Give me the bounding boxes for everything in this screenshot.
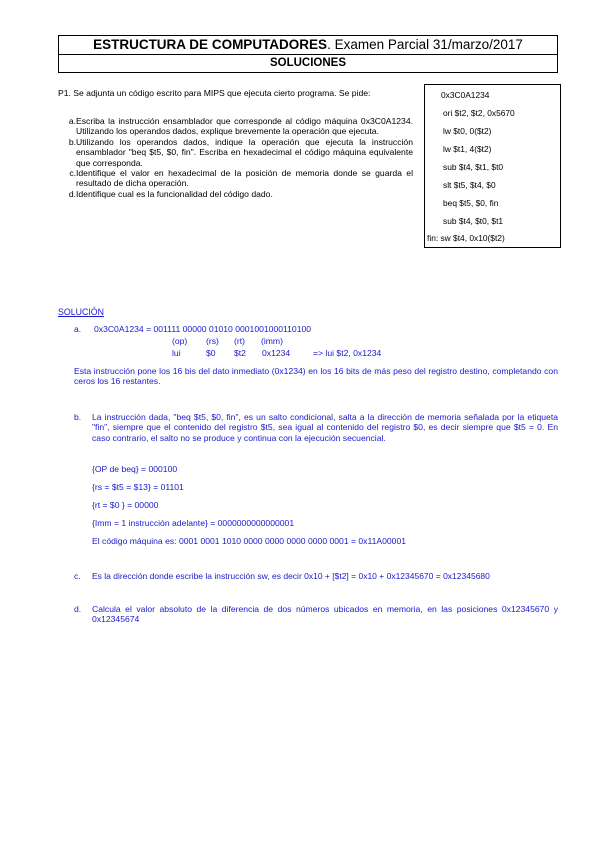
solution-b-imm: {Imm = 1 instrucción adelante} = 0000000000000001 [92,518,295,528]
code-line: fin: sw $t4, 0x10($t2) [427,233,505,243]
question-label: a. [68,116,76,126]
code-line: lw $t0, 0($t2) [443,126,492,136]
question-item-b [58,137,413,168]
decoded-instruction: => lui $t2, 0x1234 [313,348,382,358]
code-line: sub $t4, $t1, $t0 [443,162,504,172]
solution-title: SOLUCIÓN [58,307,104,317]
question-item-c [58,168,413,189]
code-line: lw $t1, 4($t2) [443,144,492,154]
solution-a-explanation: Esta instrucción pone los 16 bis del dato inmediato (0x1234) en los 16 bits de más peso del registro destino, completando con ceros los 16 restantes. [74,366,558,387]
solution-d-label: d. [74,604,82,614]
solution-a-label: a. [74,324,82,334]
question-list [58,116,413,199]
value-rt: $t2 [234,348,246,358]
code-line: beq $t5, $0, fin [443,198,499,208]
question-item-a [58,116,413,137]
mips-code-box [424,84,561,248]
value-op: lui [172,348,181,358]
section-title: SOLUCIONES [269,57,347,69]
exam-header [58,35,558,73]
solution-a-binary: 0x3C0A1234 = 001111 00000 01010 0001001000110100 [94,324,312,334]
solution-b-rs: {rs = $t5 = $13} = 01101 [92,482,184,492]
question-text: Utilizando los operandos dados, indique la operación que ejecuta la instrucción ensamblador "beq $t5, $0, fin". Escriba en hexadecimal el código máquina equivalente que corresponda. [76,136,413,168]
code-line: sub $t4, $t0, $t1 [443,216,504,226]
question-text: Identifique el valor en hexadecimal de la posición de memoria donde se guarda el resultado de dicha operación. [76,168,413,189]
question-label: c. [69,168,76,179]
question-label: b. [68,136,76,147]
solution-b-label: b. [74,412,82,422]
field-imm: (imm) [261,336,283,346]
exam-subtitle: . Examen Parcial 31/marzo/2017 [327,37,523,52]
solution-b-rt: {rt = $0 } = 00000 [92,500,159,510]
field-rt: (rt) [234,336,245,346]
header-title-row [59,36,557,55]
question-text: Escriba la instrucción ensamblador que corresponde al código máquina 0x3C0A1234. Utilizando los operandos dados, explique brevemente la operación que ejecuta. [76,116,413,137]
code-line: ori $t2, $t2, 0x5670 [443,108,515,118]
solution-b-text: La instrucción dada, "beq $t5, $0, fin", es un salto condicional, salta a la dirección de memoria señalada por la etiqueta "fin", siempre que el contenido del registro $t5, sea igual al contenido del registro $0, es decir siempre que $t5 = 0. En caso contrario, el salto no se produce y continua con la ejecución secuencial. [92,412,558,443]
solution-b-machine-code: El código máquina es: 0001 0001 1010 0000 0000 0000 0000 0001 = 0x11A00001 [92,536,407,546]
solution-b-op: {OP de beq} = 000100 [92,464,178,474]
code-line: 0x3C0A1234 [441,90,490,100]
problem-intro: P1. Se adjunta un código escrito para MIPS que ejecuta cierto programa. Se pide: [58,88,371,98]
field-rs: (rs) [206,336,219,346]
question-label: d. [68,188,76,199]
value-imm: 0x1234 [262,348,291,358]
solution-d-text: Calcula el valor absoluto de la diferencia de dos números ubicados en memoria, en las posiciones 0x12345670 y 0x12345674 [92,604,558,625]
solution-c-label: c. [74,571,81,581]
question-item-d [58,189,413,199]
field-op: (op) [172,336,188,346]
value-rs: $0 [206,348,216,358]
solution-c-text: Es la dirección donde escribe la instrucción sw, es decir 0x10 + [$t2] = 0x10 + 0x12345670 = 0x12345680 [92,571,490,581]
code-line: slt $t5, $t4, $0 [443,180,496,190]
course-title: ESTRUCTURA DE COMPUTADORES [93,37,328,52]
question-text: Identifique cual es la funcionalidad del código dado. [76,188,273,199]
